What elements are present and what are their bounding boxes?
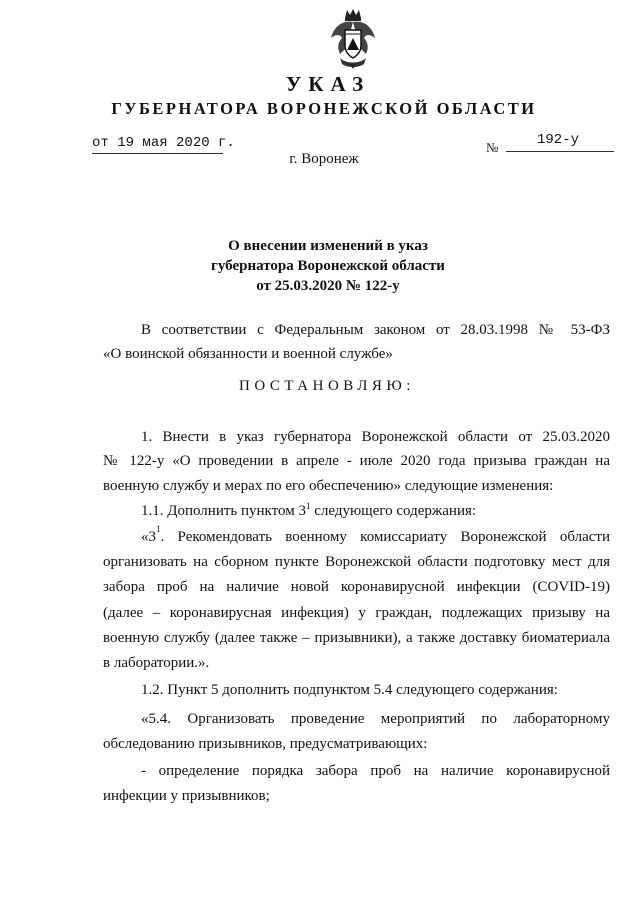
paragraph-line: 1. Внести в указ губернатора Воронежской области от 25.03.2020	[141, 429, 610, 445]
paragraph-line: забора проб на наличие новой коронавирусной инфекции (COVID-19)	[103, 579, 610, 595]
paragraph-line: военную службу (далее также – призывники), а также доставку биоматериала	[103, 630, 610, 646]
paragraph-line	[103, 524, 610, 546]
paragraph-line: (далее – коронавирусная инфекция) у граждан, подлежащих призыву на	[103, 605, 610, 621]
date-value: 19 мая 2020 г.	[117, 135, 235, 151]
paragraph-line: организовать на сборном пункте Воронежской области подготовку мест для	[103, 554, 610, 570]
paragraph-line: - определение порядка забора проб на наличие коронавирусной	[141, 763, 610, 779]
decree-word: ПОСТАНОВЛЯЮ:	[239, 378, 415, 394]
preamble-line: «О воинской обязанности и военной службе»	[103, 346, 393, 362]
paragraph-line: 1.2. Пункт 5 дополнить подпунктом 5.4 следующего содержания:	[141, 682, 558, 698]
subject-line: губернатора Воронежской области	[211, 258, 445, 274]
item-text: 1.1. Дополнить пунктом 3	[141, 503, 306, 519]
quote-text: . Рекомендовать военному комиссариату Воронежской области	[160, 529, 610, 545]
document-title: УКАЗ	[285, 72, 371, 96]
document-number: 192-у	[537, 132, 580, 148]
document-city: г. Воронеж	[289, 151, 359, 167]
subject-line: от 25.03.2020 № 122-у	[256, 278, 400, 294]
item-text: следующего содержания:	[310, 503, 477, 519]
paragraph-line: № 122-у «О проведении в апреле - июле 2020 года призыва граждан на	[103, 453, 610, 469]
quote-start: «3	[141, 529, 156, 545]
coat-of-arms-emblem	[328, 8, 378, 70]
date-prefix: от	[92, 135, 109, 151]
paragraph-line: военную службу и мерах по его обеспечению» следующие изменения:	[103, 478, 554, 494]
preamble-line: В соответствии с Федеральным законом от 28.03.1998 № 53-ФЗ	[141, 322, 610, 338]
number-sign: №	[486, 140, 499, 155]
superscript: 1	[156, 524, 161, 534]
subject-line: О внесении изменений в указ	[228, 238, 428, 254]
superscript: 1	[305, 501, 311, 511]
paragraph-line: «5.4. Организовать проведение мероприятий по лабораторному	[141, 711, 610, 727]
paragraph-line: обследованию призывников, предусматривающих:	[103, 736, 428, 752]
document-subject	[0, 236, 640, 296]
paragraph-line	[103, 503, 610, 520]
document-date	[92, 135, 235, 151]
document-issuer: ГУБЕРНАТОРА ВОРОНЕЖСКОЙ ОБЛАСТИ	[111, 99, 537, 118]
paragraph-line: в лаборатории.».	[103, 655, 210, 671]
paragraph-line: инфекции у призывников;	[103, 788, 270, 804]
